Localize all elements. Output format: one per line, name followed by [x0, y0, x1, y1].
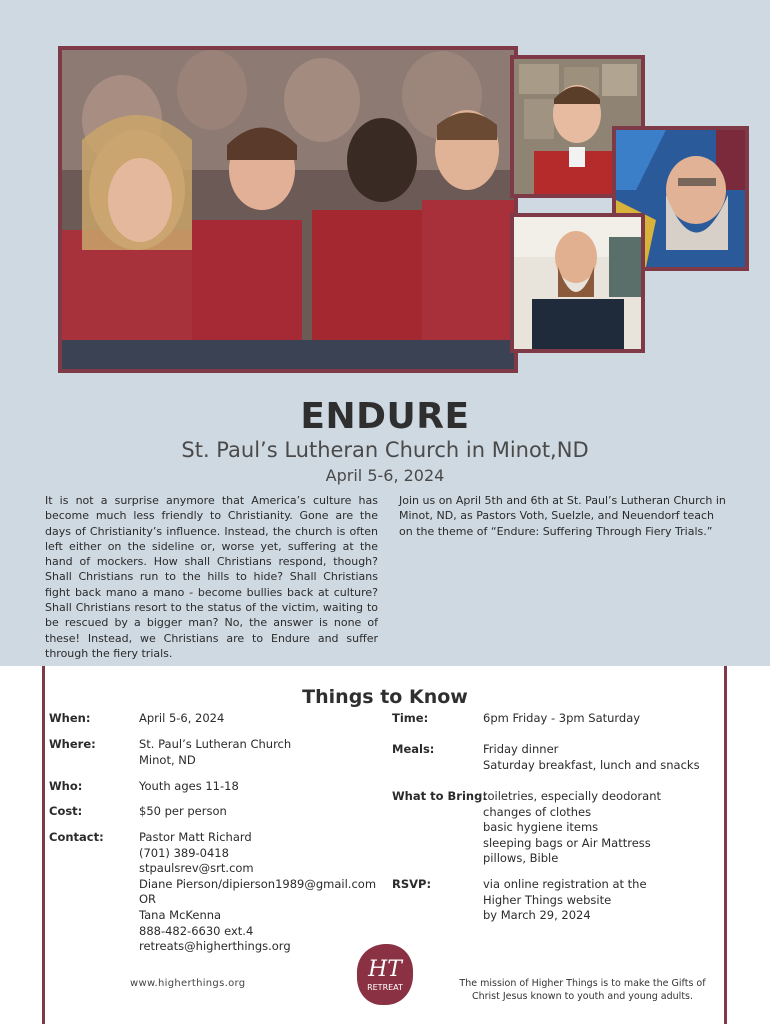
contact-value — [139, 830, 376, 955]
pastor-photo-3 — [510, 213, 645, 353]
rsvp-line: by March 29, 2024 — [483, 908, 591, 923]
logo-retreat: RETREAT — [367, 983, 403, 992]
website-link[interactable]: www.higherthings.org — [130, 978, 246, 989]
contact-line: retreats@higherthings.org — [139, 939, 291, 954]
bring-line: toiletries, especially deodorant — [483, 789, 661, 803]
time-line: 6pm Friday - 3pm Saturday — [483, 711, 641, 725]
when-line: April 5-6, 2024 — [139, 711, 225, 725]
contact-line: Pastor Matt Richard — [139, 830, 252, 844]
intro-paragraph: It is not a surprise anymore that America’s culture has become much less friendly to Christianity. Gone are the days of Christianity’s influence. Instead, the church is often left either on the sideline or, worse yet, suffering at the hand of mockers. How shall Christians respond, though? Shall Christians run to the hills to hide? Shall Christians fight back mano a mano - become bullies back at culture? Shall Christians resort to the status of the victim, waiting to be rescued by a bigger man? No, the answer is none of these! Instead, we Christians are to Endure and suffer through the fiery trials. — [45, 494, 378, 660]
event-title: ENDURE — [300, 396, 470, 437]
what-to-bring-label: What to Bring: — [392, 789, 487, 803]
where-value — [139, 737, 291, 768]
right-border-line — [724, 666, 727, 1024]
contact-line: Diane Pierson/dipierson1989@gmail.com — [139, 876, 377, 891]
when-value — [139, 711, 224, 727]
where-line: St. Paul’s Lutheran Church — [139, 737, 292, 751]
who-label: Who: — [49, 779, 83, 793]
bring-line: sleeping bags or Air Mattress — [483, 835, 651, 850]
event-subtitle: St. Paul’s Lutheran Church in Minot,ND — [181, 438, 589, 462]
contact-line: 888-482-6630 ext.4 — [139, 923, 254, 938]
time-value — [483, 711, 640, 727]
rsvp-line: Higher Things website — [483, 892, 612, 907]
contact-line: stpaulsrev@srt.com — [139, 861, 254, 876]
meals-label: Meals: — [392, 742, 435, 756]
logo-letters: HT — [368, 957, 402, 982]
cost-label: Cost: — [49, 804, 83, 818]
higher-things-retreat-logo — [354, 942, 416, 1008]
cost-value — [139, 804, 227, 820]
where-label: Where: — [49, 737, 96, 751]
bring-line: basic hygiene items — [483, 820, 599, 835]
rsvp-value — [483, 877, 647, 924]
bring-line: pillows, Bible — [483, 851, 559, 866]
meals-line: Friday dinner — [483, 742, 559, 756]
when-label: When: — [49, 711, 91, 725]
left-border-line — [42, 666, 45, 1024]
invitation-paragraph: Join us on April 5th and 6th at St. Paul’s Lutheran Church in Minot, ND, as Pastors Voth, Suelzle, and Neuendorf teach on the theme of “Endure: Suffering Through Fiery Trials.” — [399, 494, 726, 538]
mission-statement: The mission of Higher Things is to make the Gifts of Christ Jesus known to youth and young adults. — [459, 978, 706, 1002]
things-to-know-heading: Things to Know — [302, 686, 468, 708]
rsvp-label: RSVP: — [392, 877, 432, 891]
contact-line: Tana McKenna — [139, 907, 222, 922]
contact-label: Contact: — [49, 830, 104, 844]
cost-line: $50 per person — [139, 804, 227, 818]
contact-line: OR — [139, 892, 157, 907]
rsvp-line: via online registration at the — [483, 877, 647, 891]
where-line: Minot, ND — [139, 752, 196, 767]
who-value — [139, 779, 239, 795]
what-to-bring-value — [483, 789, 661, 867]
who-line: Youth ages 11-18 — [139, 779, 239, 793]
bring-line: changes of clothes — [483, 804, 592, 819]
meals-value — [483, 742, 700, 773]
event-dates: April 5-6, 2024 — [325, 466, 445, 485]
time-label: Time: — [392, 711, 429, 725]
youth-group-photo — [58, 46, 518, 373]
contact-line: (701) 389-0418 — [139, 845, 229, 860]
meals-line: Saturday breakfast, lunch and snacks — [483, 757, 700, 772]
